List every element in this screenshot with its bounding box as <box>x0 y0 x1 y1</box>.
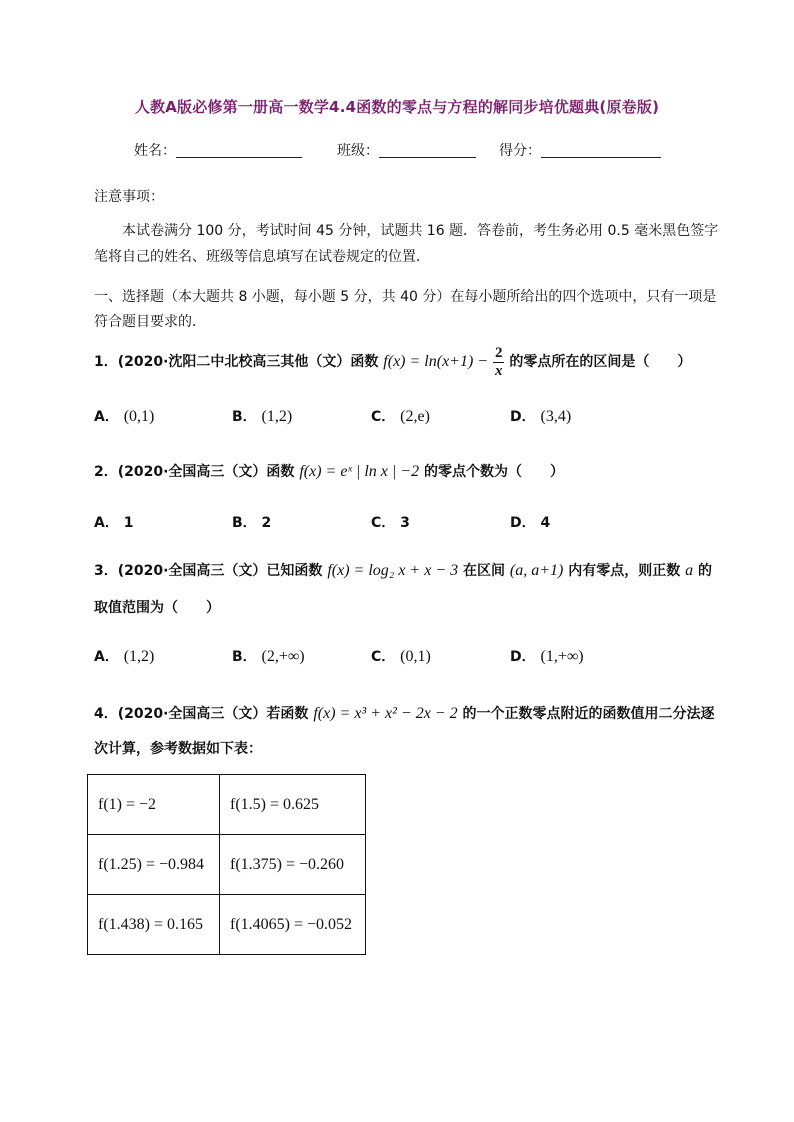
table-cell: f(1) = −2 <box>88 775 220 835</box>
table-cell: f(1.4065) = −0.052 <box>220 895 366 955</box>
q1-option-a[interactable]: A． (0,1) <box>94 408 155 425</box>
q1-option-c[interactable]: C． (2,e) <box>371 408 430 425</box>
q2-option-b[interactable]: B． 2 <box>232 515 272 531</box>
question-4-prefix: 4．(2020·全国高三（文）若函数 <box>94 706 309 722</box>
fraction-numerator: 2 <box>494 344 503 361</box>
question-4-line-2: 次计算，参考数据如下表： <box>94 741 262 757</box>
question-2 <box>94 461 564 481</box>
q1-option-d[interactable]: D． (3,4) <box>510 408 572 425</box>
question-1-prefix: 1．(2020·沈阳二中北校高三其他（文）函数 <box>94 354 379 370</box>
table-row <box>88 895 366 955</box>
q3-option-b[interactable]: B． (2,+∞) <box>232 648 305 665</box>
section-heading-line-2: 符合题目要求的． <box>94 314 206 330</box>
table-cell: f(1.5) = 0.625 <box>220 775 366 835</box>
question-1-fraction <box>493 345 505 380</box>
question-1-formula: f(x) = ln(x+1) − <box>383 353 489 370</box>
q2-option-a[interactable]: A． 1 <box>94 515 134 531</box>
notice-line-2: 笔将自己的姓名、班级等信息填写在试卷规定的位置． <box>94 249 430 265</box>
table-row <box>88 835 366 895</box>
question-1-suffix: 的零点所在的区间是（ ） <box>509 354 692 370</box>
reference-data-table <box>87 774 366 955</box>
question-3-line-2: 取值范围为（ ） <box>94 600 220 616</box>
table-cell: f(1.438) = 0.165 <box>88 895 220 955</box>
page-title: 人教A版必修第一册高一数学4.4函数的零点与方程的解同步培优题典(原卷版) <box>134 98 660 116</box>
q2-option-d[interactable]: D． 4 <box>510 515 551 531</box>
class-field <box>337 140 476 160</box>
question-1 <box>94 344 691 380</box>
notice-heading: 注意事项： <box>94 189 164 205</box>
q3-option-d[interactable]: D． (1,+∞) <box>510 648 584 665</box>
name-blank <box>176 143 302 158</box>
score-blank <box>541 143 661 158</box>
section-heading-line-1: 一、选择题（本大题共 8 小题，每小题 5 分，共 40 分）在每小题所给出的四个选项中，只有一项是 <box>94 289 717 305</box>
question-4-suffix: 的一个正数零点附近的函数值用二分法逐 <box>462 706 715 722</box>
q3-option-c[interactable]: C． (0,1) <box>371 648 431 665</box>
class-label: 班级： <box>337 143 379 159</box>
question-3-interval: (a, a+1) <box>509 562 564 579</box>
question-2-formula: f(x) = eˣ | ln x | −2 <box>299 463 420 480</box>
question-3-prefix: 3．(2020·全国高三（文）已知函数 <box>94 563 323 579</box>
score-label: 得分： <box>499 143 541 159</box>
question-2-prefix: 2．(2020·全国高三（文）函数 <box>94 464 295 480</box>
question-2-suffix: 的零点个数为（ ） <box>423 464 564 480</box>
q1-option-b[interactable]: B． (1,2) <box>232 408 293 425</box>
question-3 <box>94 560 712 580</box>
q2-option-c[interactable]: C． 3 <box>371 515 410 531</box>
q3-option-a[interactable]: A． (1,2) <box>94 648 155 665</box>
notice-line-1: 本试卷满分 100 分，考试时间 45 分钟，试题共 16 题．答卷前，考生务必用 0.5 毫米黑色签字 <box>122 223 719 239</box>
question-4 <box>94 703 714 723</box>
score-field <box>499 140 661 160</box>
table-cell: f(1.375) = −0.260 <box>220 835 366 895</box>
table-row <box>88 775 366 835</box>
fraction-denominator: x <box>494 362 503 379</box>
question-3-mid2: 内有零点，则正数 <box>568 563 681 579</box>
question-4-formula: f(x) = x³ + x² − 2x − 2 <box>313 705 458 722</box>
question-3-mid: 在区间 <box>463 563 505 579</box>
name-field <box>134 140 302 160</box>
class-blank <box>379 143 476 158</box>
name-label: 姓名： <box>134 143 176 159</box>
question-3-formula: f(x) = log₂ x + x − 3 <box>327 562 459 579</box>
question-3-end: 的 <box>697 563 712 579</box>
table-cell: f(1.25) = −0.984 <box>88 835 220 895</box>
question-3-variable: a <box>685 562 694 579</box>
